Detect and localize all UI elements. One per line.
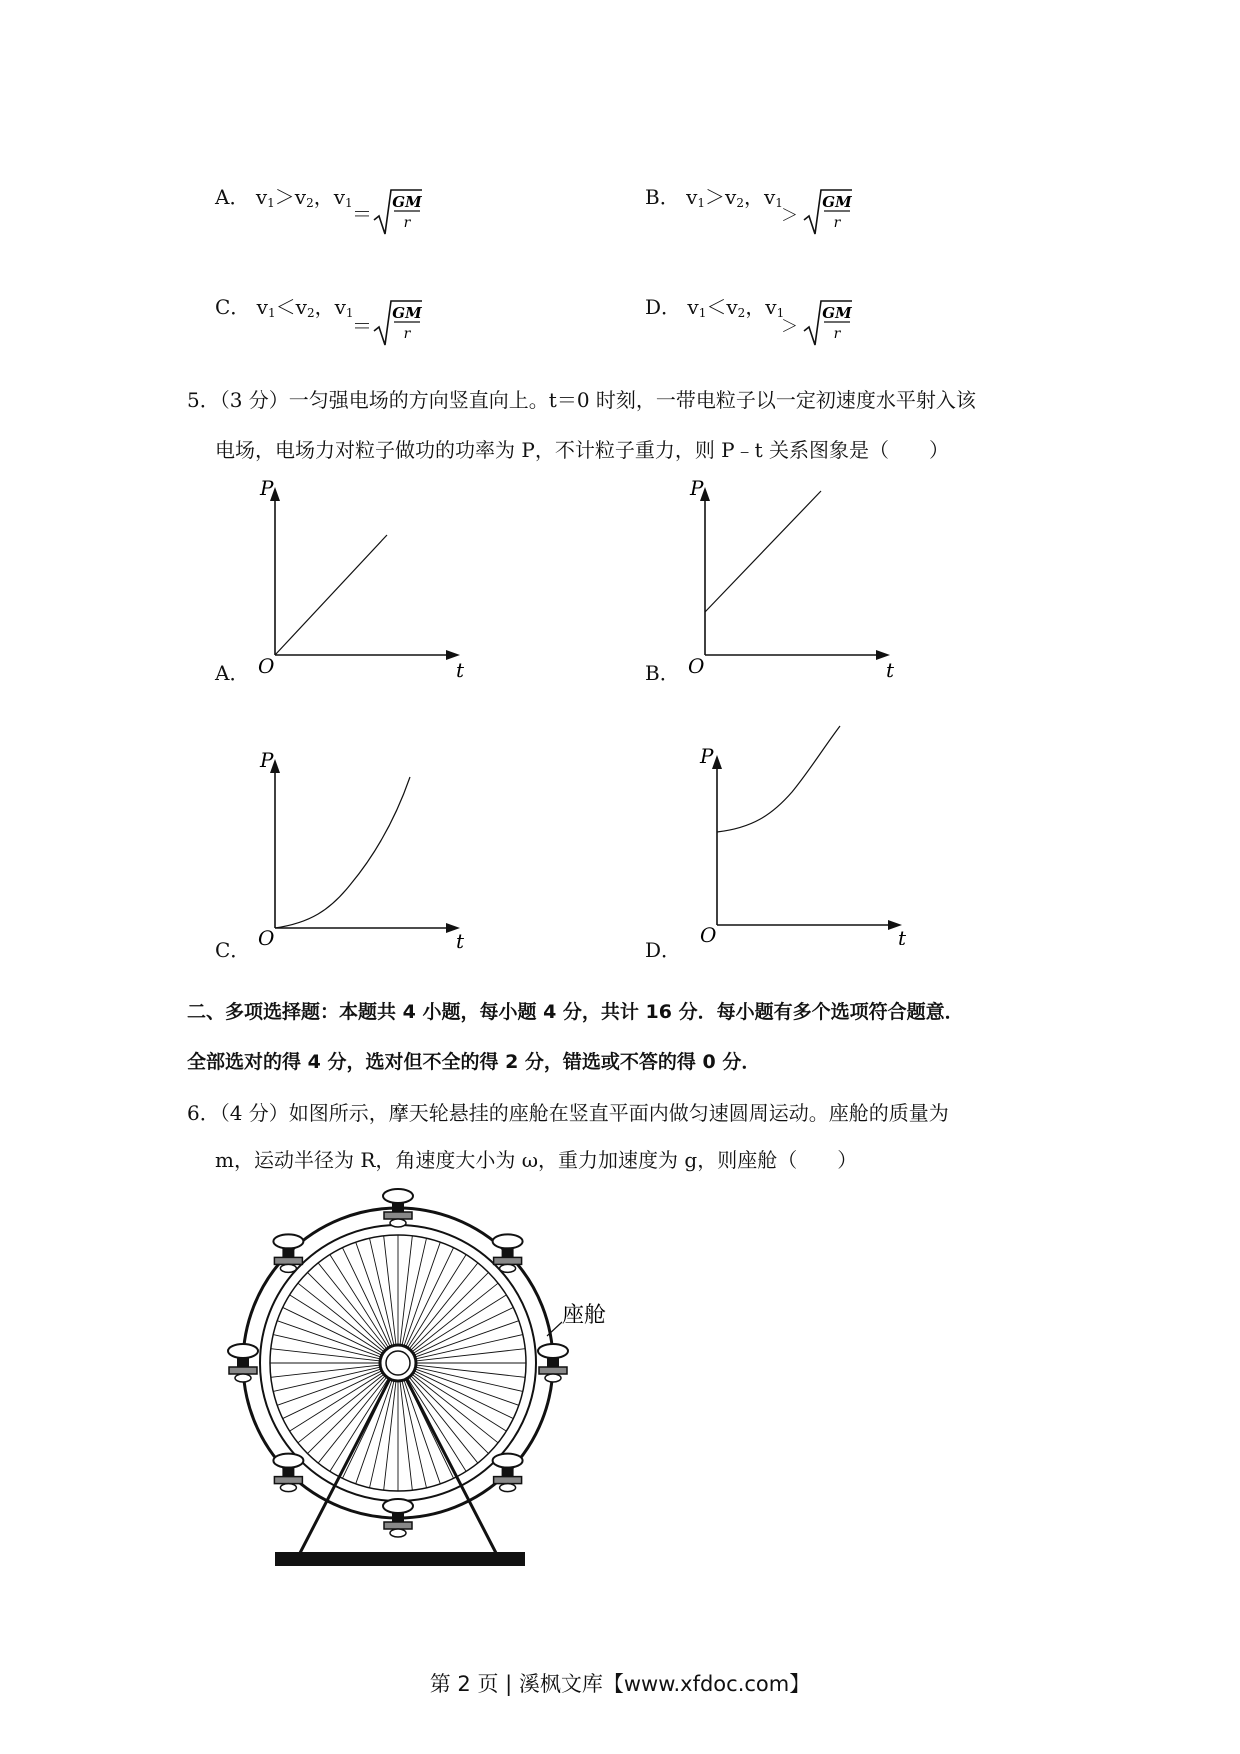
graph-d-letter: D． xyxy=(645,938,682,962)
option-relation: $v_1<v_2$，$v_1$ xyxy=(687,295,785,320)
option-b xyxy=(645,187,783,209)
cabin-label: 座舱 xyxy=(562,1303,607,1328)
q5-stem-line2: 电场，电场力对粒子做功的功率为 P，不计粒子重力，则 P﹣t 关系图象是（ ） xyxy=(215,438,950,462)
y-axis-label: P xyxy=(700,744,714,768)
option-letter: A． xyxy=(215,185,250,209)
option-a xyxy=(215,187,353,209)
formula-numerator: GM xyxy=(822,304,852,322)
option-relation: $v_1>v_2$，$v_1$ xyxy=(686,185,783,210)
x-axis-label: t xyxy=(886,658,895,682)
spoke xyxy=(412,1283,498,1352)
q6-stem-line2: m，运动半径为 R，角速度大小为 ω，重力加速度为 g，则座舱（ ） xyxy=(215,1148,858,1172)
option-relation: $v_1>v_2$，$v_1$ xyxy=(255,185,353,210)
graph-d xyxy=(692,720,922,945)
graph-c-letter: C． xyxy=(215,938,251,962)
spoke xyxy=(290,1295,383,1354)
formula-numerator: GM xyxy=(392,304,422,322)
option-d xyxy=(645,297,784,319)
formula-numerator: GM xyxy=(392,193,422,211)
relation-sign: ＝ xyxy=(352,314,372,338)
relation-sign: ＝ xyxy=(352,202,372,226)
section2-heading-line1: 二、多项选择题：本题共 4 小题，每小题 4 分，共计 16 分．每小题有多个选项符合题意． xyxy=(187,1001,964,1023)
option-letter: B． xyxy=(645,185,680,209)
x-axis-label: t xyxy=(456,658,465,682)
option-letter: D． xyxy=(645,295,682,319)
spoke xyxy=(413,1295,506,1354)
cabin xyxy=(228,1344,258,1382)
option-relation: $v_1<v_2$，$v_1$ xyxy=(256,295,354,320)
x-axis-label: t xyxy=(898,926,907,945)
formula-denominator: r xyxy=(403,215,411,231)
graph-b-letter: B． xyxy=(645,661,680,685)
cabin xyxy=(273,1454,303,1492)
section2-heading-line2: 全部选对的得 4 分，选对但不全的得 2 分，错选或不答的得 0 分． xyxy=(187,1051,761,1073)
spoke xyxy=(409,1263,478,1349)
origin-label: O xyxy=(688,654,705,678)
graph-c xyxy=(250,745,480,960)
option-letter: C． xyxy=(215,295,251,319)
cabin xyxy=(493,1454,523,1492)
spoke xyxy=(408,1378,467,1471)
x-axis-label: t xyxy=(456,929,465,953)
formula-denominator: r xyxy=(833,215,841,231)
spoke xyxy=(298,1283,384,1352)
sqrt-formula xyxy=(372,297,424,349)
ferris-wheel-figure xyxy=(210,1188,630,1568)
y-axis-label: P xyxy=(690,476,704,500)
sqrt-formula xyxy=(802,297,854,349)
origin-label: O xyxy=(258,654,275,678)
q5-stem-line1: 5．（3 分）一匀强电场的方向竖直向上。t＝0 时刻，一带电粒子以一定初速度水平射入该 xyxy=(187,388,976,412)
cabin xyxy=(538,1344,568,1382)
spoke xyxy=(298,1374,384,1443)
origin-label: O xyxy=(700,923,717,945)
page-footer: 第 2 页 | 溪枫文库【www.xfdoc.com】 xyxy=(429,1672,811,1696)
formula-denominator: r xyxy=(403,326,411,342)
formula-numerator: GM xyxy=(822,193,852,211)
relation-sign: ＞ xyxy=(781,317,798,337)
option-c xyxy=(215,297,354,319)
origin-label: O xyxy=(258,926,275,950)
y-axis-label: P xyxy=(260,748,274,772)
spoke xyxy=(330,1255,389,1348)
spoke xyxy=(318,1263,387,1349)
relation-sign: ＞ xyxy=(781,206,798,226)
y-axis-label: P xyxy=(260,476,274,500)
spoke xyxy=(330,1378,389,1471)
graph-b xyxy=(680,475,910,685)
sqrt-formula xyxy=(802,186,854,238)
spoke xyxy=(412,1374,498,1443)
spoke xyxy=(408,1255,467,1348)
formula-denominator: r xyxy=(833,326,841,342)
sqrt-formula xyxy=(372,186,424,238)
q6-stem-line1: 6．（4 分）如图所示，摩天轮悬挂的座舱在竖直平面内做匀速圆周运动。座舱的质量为 xyxy=(187,1101,949,1125)
graph-a-letter: A． xyxy=(215,661,250,685)
graph-a xyxy=(250,475,480,685)
